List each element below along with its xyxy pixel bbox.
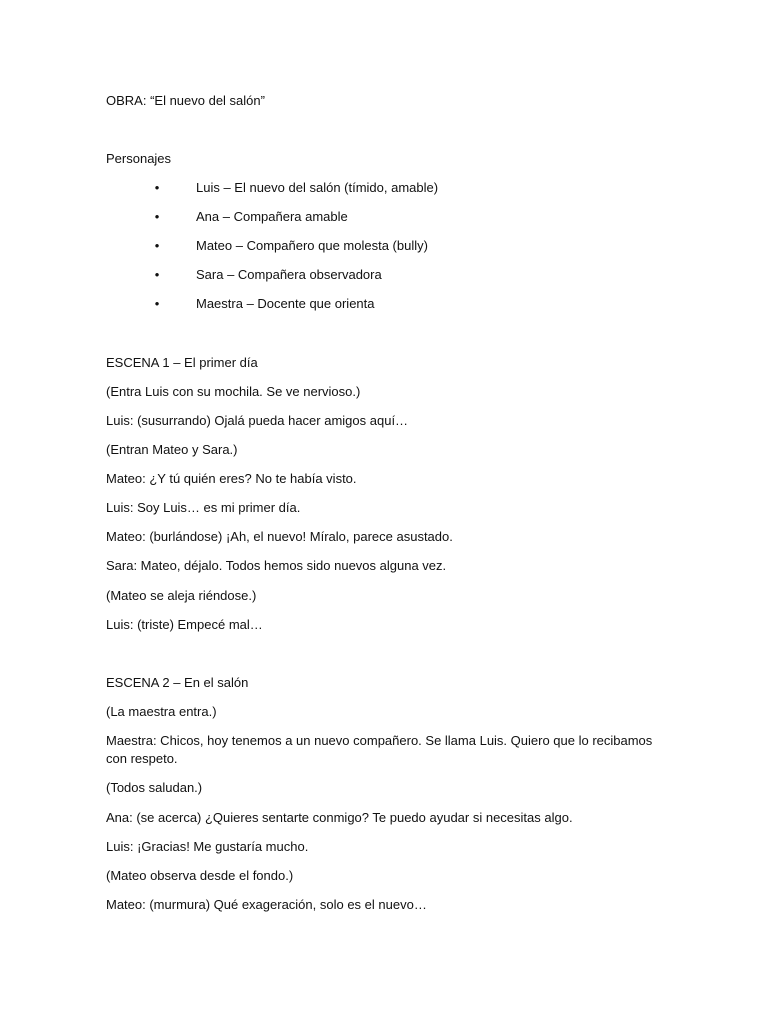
- scene-1-heading: ESCENA 1 – El primer día: [106, 355, 258, 370]
- bullet-icon: •: [154, 238, 160, 253]
- scene-1-line: (Mateo se aleja riéndose.): [106, 588, 257, 603]
- scene-2-line: Maestra: Chicos, hoy tenemos a un nuevo compañero. Se llama Luis. Quiero que lo recibamos con respeto.: [106, 733, 653, 766]
- bullet-icon: •: [154, 180, 160, 195]
- bullet-icon: •: [154, 267, 160, 282]
- scene-2-line: (La maestra entra.): [106, 704, 217, 719]
- list-item: [106, 237, 666, 255]
- character-mateo: Mateo – Compañero que molesta (bully): [196, 238, 428, 253]
- scene-2-heading: ESCENA 2 – En el salón: [106, 675, 249, 690]
- list-item: [106, 266, 666, 284]
- bullet-icon: •: [154, 209, 160, 224]
- characters-heading: Personajes: [106, 151, 172, 166]
- list-item: [106, 295, 666, 313]
- scene-2-line: (Mateo observa desde el fondo.): [106, 868, 294, 883]
- scene-1-line: (Entran Mateo y Sara.): [106, 442, 238, 457]
- scene-1-line: Luis: Soy Luis… es mi primer día.: [106, 500, 301, 515]
- play-title: OBRA: “El nuevo del salón”: [106, 93, 265, 108]
- scene-1-line: (Entra Luis con su mochila. Se ve nervioso.): [106, 384, 361, 399]
- scene-2-line: Mateo: (murmura) Qué exageración, solo es el nuevo…: [106, 897, 427, 912]
- scene-2-line: Ana: (se acerca) ¿Quieres sentarte conmigo? Te puedo ayudar si necesitas algo.: [106, 810, 573, 825]
- scene-1-line: Mateo: ¿Y tú quién eres? No te había visto.: [106, 471, 357, 486]
- character-maestra: Maestra – Docente que orienta: [196, 296, 375, 311]
- character-ana: Ana – Compañera amable: [196, 209, 348, 224]
- scene-1-line: Mateo: (burlándose) ¡Ah, el nuevo! Míralo, parece asustado.: [106, 529, 453, 544]
- scene-2-line: (Todos saludan.): [106, 780, 203, 795]
- scene-1-line: Luis: (triste) Empecé mal…: [106, 617, 263, 632]
- scene-2-line: Luis: ¡Gracias! Me gustaría mucho.: [106, 839, 309, 854]
- character-luis: Luis – El nuevo del salón (tímido, amable): [196, 180, 439, 195]
- bullet-icon: •: [154, 296, 160, 311]
- character-sara: Sara – Compañera observadora: [196, 267, 382, 282]
- scene-1-line: Sara: Mateo, déjalo. Todos hemos sido nuevos alguna vez.: [106, 558, 447, 573]
- list-item: [106, 208, 666, 226]
- list-item: [106, 179, 666, 197]
- scene-1-line: Luis: (susurrando) Ojalá pueda hacer amigos aquí…: [106, 413, 409, 428]
